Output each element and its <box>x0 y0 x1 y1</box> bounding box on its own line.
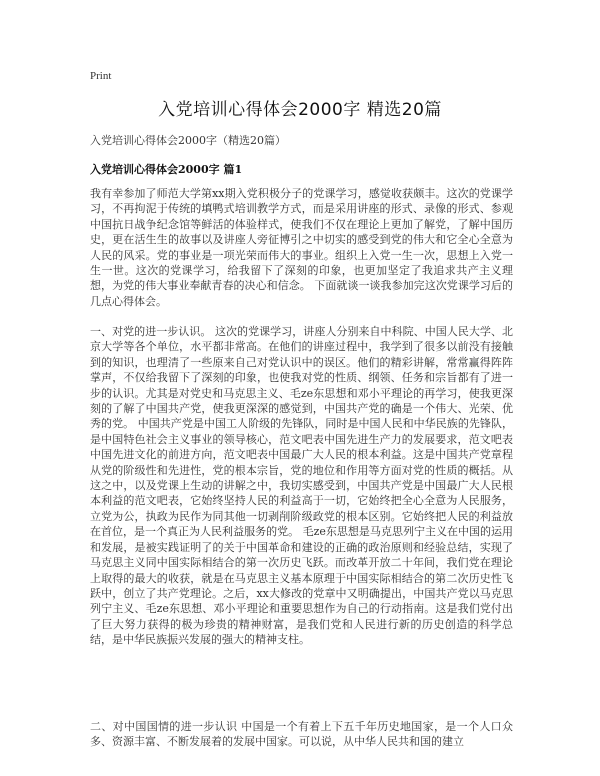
body-paragraph-intro: 我有幸参加了师范大学第xx期入党积极分子的党课学习，感觉收获颇丰。这次的党课学习，不再拘泥于传统的填鸭式培训教学方式，而是采用讲座的形式、录像的形式、参观中国抗日战争纪念馆等鲜活的体验样式，使我们不仅在理论上更加了解党，了解中国历史，更在活生生的故事以及讲座人旁征博引之中切实的感受到党的伟大和它全心全意为人民的风采。党的事业是一项光荣而伟大的事业。组织上入党一生一次，思想上入党一生一世。这次的党课学习，给我留下了深刻的印象，也更加坚定了我追求共产主义理想，为党的伟大事业奉献青春的决心和信念。 下面就谈一谈我参加完这次党课学习后的几点心得体会。 <box>90 187 513 308</box>
body-paragraph-national-conditions: 二、对中国国情的进一步认识 中国是一个有着上下五千年历史地国家，是一个人口众多、资源丰富、不断发展着的发展中国家。可以说，从中华人民共和国的建立 <box>90 720 513 749</box>
body-paragraph-understanding-party: 一、对党的进一步认识。 这次的党课学习，讲座人分别来自中科院、中国人民大学、北京大学等各个单位，水平都非常高。在他们的讲座过程中，我学到了很多以前没有接触到的知识，也理清了一些原来自己对党认识中的误区。他们的精彩讲解，常常赢得阵阵掌声，不仅给我留下了深刻的印象，也使我对党的性质、纲领、任务和宗旨都有了进一步的认识。尤其是对党史和马克思主义、毛ze东思想和邓小平理论的再学习，使我更深刻的了解了中国共产党，使我更深深的感觉到，中国共产党的确是一个伟大、光荣、优秀的党。 中国共产党是中国工人阶级的先锋队，同时是中国人民和中华民族的先锋队，是中国特色社会主义事业的领导核心，范文吧表中国先进生产力的发展要求，范文吧表中国先进文化的前进方向，范文吧表中国最广大人民的根本利益。这是中国共产党章程从党的阶级性和先进性，党的根本宗旨，党的地位和作用等方面对党的性质的概括。从这之中，以及党课上生动的讲解之中，我切实感受到，中国共产党是中国最广大人民根本利益的范文吧表，它始终坚持人民的利益高于一切，它始终把全心全意为人民服务，立党为公，执政为民作为同其他一切剥削阶级政党的根本区别。它始终把人民的利益放在首位，是一个真正为人民利益服务的党。 毛ze东思想是马克思列宁主义在中国的运用和发展，是被实践证明了的关于中国革命和建设的正确的政治原则和经验总结，实现了马克思主义同中国实际相结合的第一次历史飞跃。而改革开放二十年间，我们党在理论上取得的最大的收获，就是在马克思主义基本原理于中国实际相结合的第二次历史性飞跃中，创立了共产党理论。之后，xx大修改的党章中又明确提出，中国共产党以马克思列宁主义、毛ze东思想、邓小平理论和重要思想作为自己的行动指南。这是我们党付出了巨大努力获得的极为珍贵的精神财富，是我们党和人民进行新的历史创造的科学总结，是中华民族振兴发展的强大的精神支柱。 <box>90 325 513 647</box>
document-subtitle: 入党培训心得体会2000字（精选20篇） <box>90 134 286 147</box>
print-label[interactable]: Print <box>90 70 112 82</box>
section-heading: 入党培训心得体会2000字 篇1 <box>90 163 243 176</box>
page-title: 入党培训心得体会2000字 精选20篇 <box>158 100 442 120</box>
